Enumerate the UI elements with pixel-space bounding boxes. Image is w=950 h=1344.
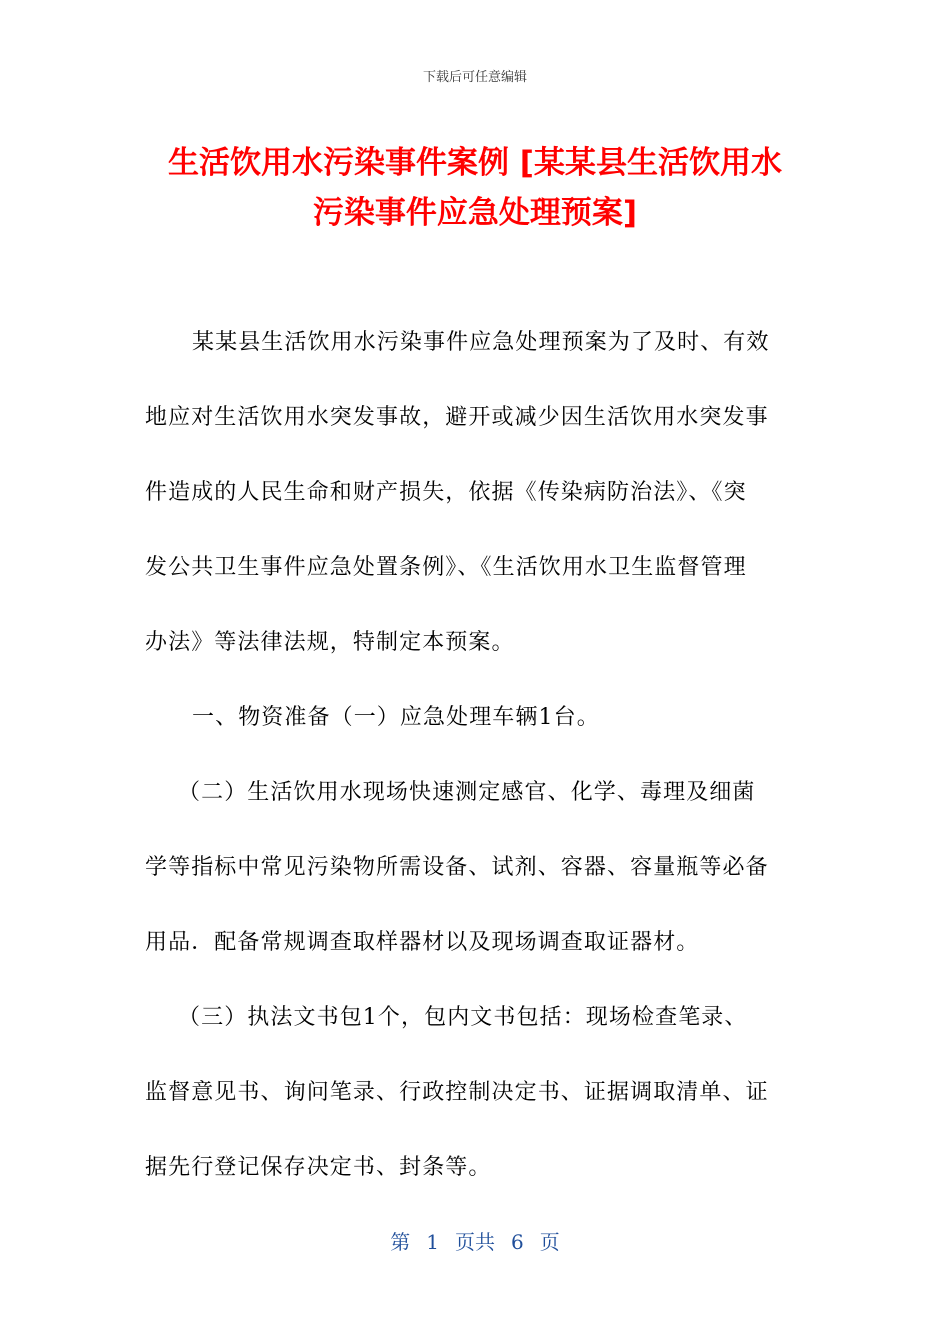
footer-prefix: 第	[390, 1230, 411, 1254]
paragraph-line: （三）执法文书包1个，包内文书包括：现场检查笔录、	[178, 1005, 748, 1030]
paragraph-line: 办法》等法律法规，特制定本预案。	[145, 630, 515, 655]
header-note: 下载后可任意编辑	[422, 70, 527, 85]
paragraph-line: 据先行登记保存决定书、封条等。	[145, 1155, 492, 1180]
footer-mid: 页共	[455, 1230, 495, 1254]
title-line-1: 生活饮用水污染事件案例 [某某县生活饮用水	[168, 145, 782, 181]
title-line-2: 污染事件应急处理预案]	[312, 195, 638, 231]
paragraph-line: 地应对生活饮用水突发事故，避开或减少因生活饮用水突发事	[145, 405, 769, 430]
paragraph-line: 用品．配备常规调查取样器材以及现场调查取证器材。	[145, 930, 700, 955]
paragraph-line: 监督意见书、询问笔录、行政控制决定书、证据调取清单、证	[145, 1080, 769, 1105]
page-footer	[0, 1226, 950, 1255]
footer-suffix: 页	[539, 1230, 560, 1254]
paragraph-line: （二）生活饮用水现场快速测定感官、化学、毒理及细菌	[178, 780, 756, 805]
paragraph-line: 学等指标中常见污染物所需设备、试剂、容器、容量瓶等必备	[145, 855, 769, 880]
total-pages-number: 6	[511, 1230, 524, 1254]
paragraph-line: 发公共卫生事件应急处置条例》、《生活饮用水卫生监督管理	[145, 555, 747, 580]
current-page-number: 1	[426, 1230, 439, 1254]
paragraph-line: 一、物资准备（一）应急处理车辆1台。	[192, 705, 600, 730]
paragraph-line: 某某县生活饮用水污染事件应急处理预案为了及时、有效	[192, 330, 770, 355]
paragraph-line: 件造成的人民生命和财产损失，依据《传染病防治法》、《突	[145, 480, 747, 505]
document-title	[110, 138, 840, 238]
